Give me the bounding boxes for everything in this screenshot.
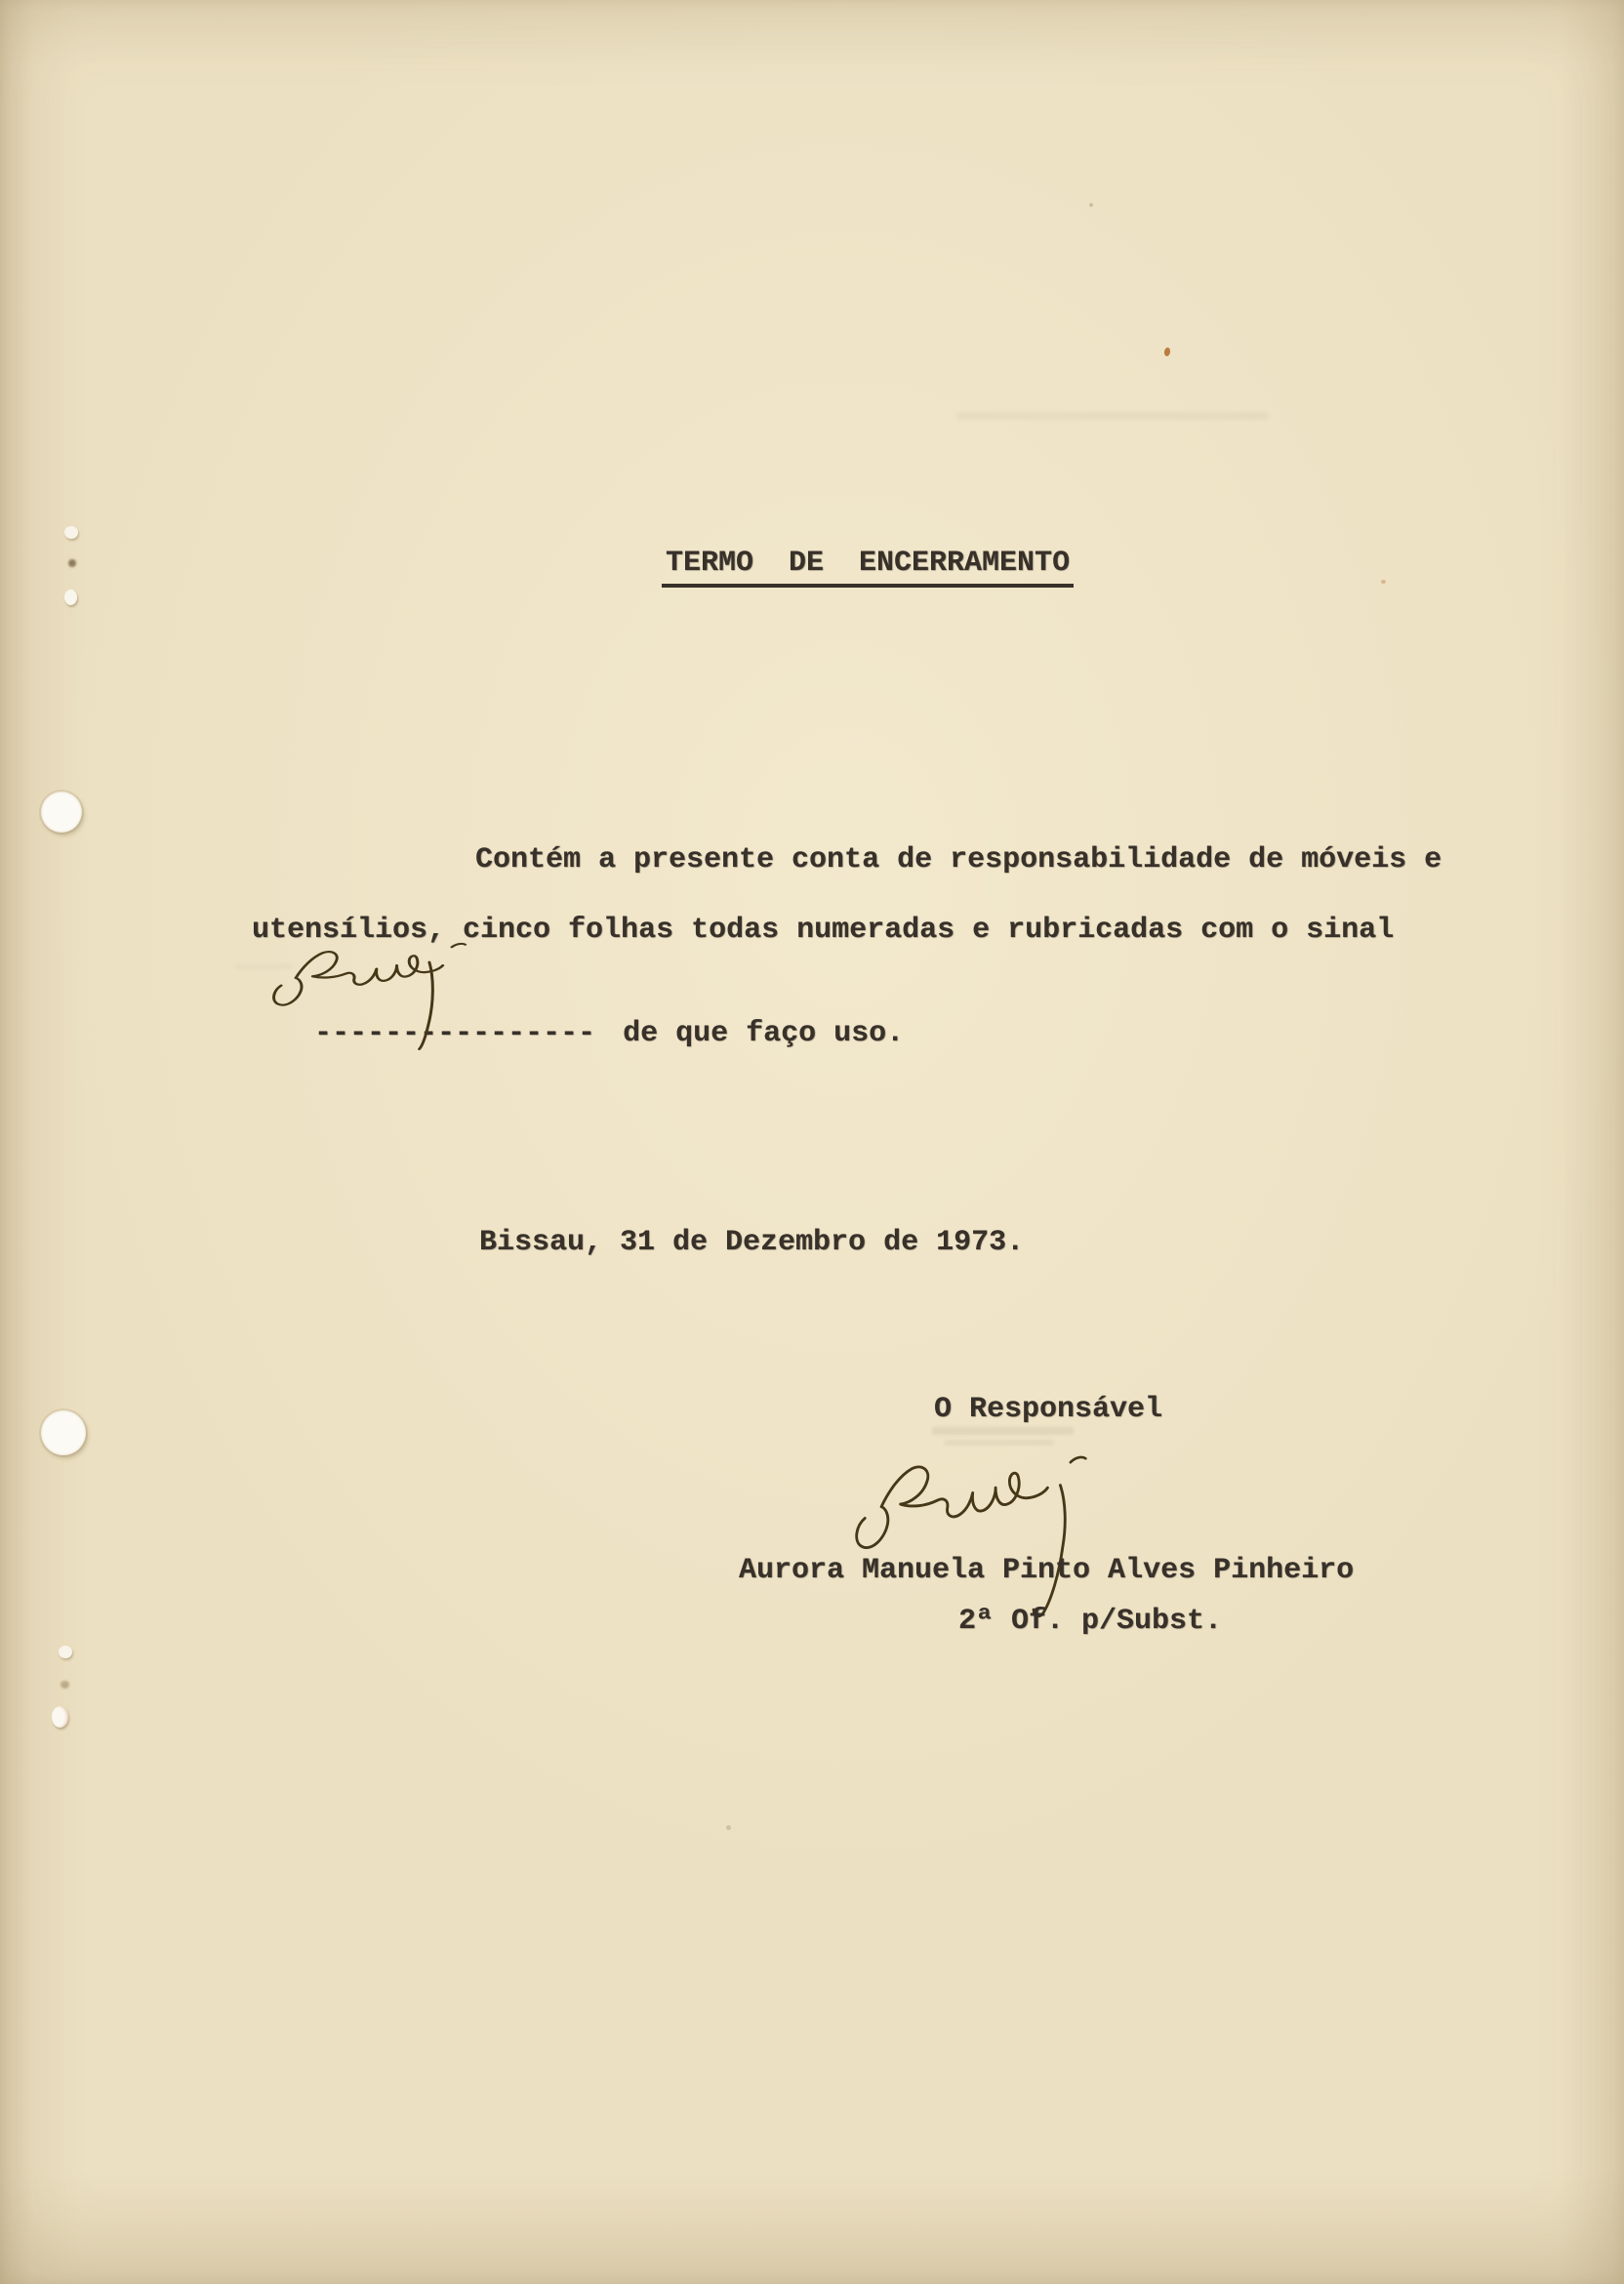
ghost-imprint: [932, 1427, 1074, 1435]
binding-mark: [59, 1646, 72, 1658]
document-title: TERMO DE ENCERRAMENTO: [662, 547, 1074, 588]
paragraph-line-2: utensílios, cinco folhas todas numeradas e rubricadas com o sinal: [252, 914, 1395, 947]
paper-speck: [1163, 347, 1170, 357]
signer-role-title: O Responsável: [934, 1393, 1163, 1426]
binding-mark: [64, 526, 78, 539]
paragraph-line-3-text: de que faço uso.: [623, 1017, 905, 1050]
handwritten-rubric-signature: [265, 937, 490, 1054]
punch-hole-top: [41, 792, 82, 833]
signer-name: Aurora Manuela Pinto Alves Pinheiro: [739, 1554, 1355, 1587]
paragraph-line-1: Contém a presente conta de responsabilidade de móveis e: [475, 843, 1442, 877]
binding-mark: [64, 590, 77, 605]
ghost-smudge: [956, 412, 1269, 420]
binding-mark: [61, 1681, 69, 1689]
binding-mark: [68, 559, 76, 567]
place-date-line: Bissau, 31 de Dezembro de 1973.: [479, 1226, 1025, 1259]
punch-hole-bottom: [41, 1410, 86, 1455]
signer-position: 2ª Of. p/Subst.: [958, 1605, 1223, 1638]
binding-mark: [52, 1706, 68, 1728]
paper-speck: [1089, 203, 1093, 207]
signature-blank-dashes: ----------------: [314, 1017, 596, 1050]
paper-speck: [1381, 580, 1386, 584]
paper-speck: [726, 1825, 731, 1830]
handwritten-signature: [847, 1445, 1101, 1622]
